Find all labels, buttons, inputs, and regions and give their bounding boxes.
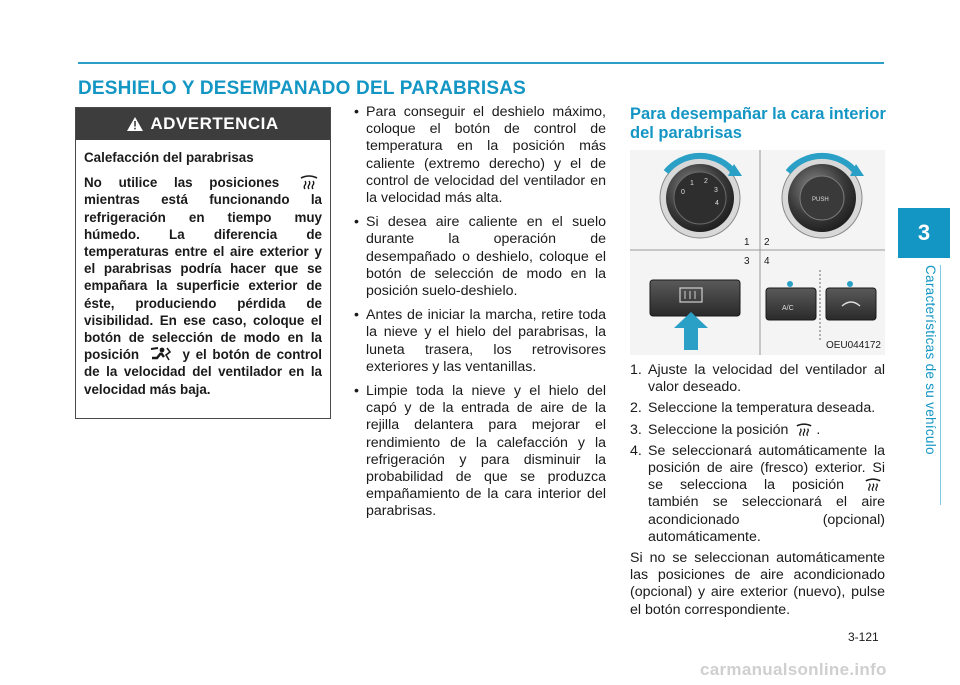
knob-number-2: 2: [704, 178, 708, 185]
push-label: PUSH: [812, 197, 829, 203]
step-text: Se seleccionará automáticamente la posición de aire (fresco) exterior. Si se selecciona la posición: [648, 442, 885, 494]
list-item: [630, 400, 885, 417]
warning-header-label: ADVERTENCIA: [150, 114, 279, 133]
watermark: carmanualsonline.info: [700, 660, 887, 679]
top-rule: [78, 62, 884, 64]
step-text: Ajuste la velocidad del ventilador al valor deseado.: [648, 362, 885, 396]
control-panel-illustration: [630, 150, 885, 355]
defrost-icon: [795, 422, 813, 437]
step-text: Seleccione la posición: [648, 421, 789, 438]
list-item: [630, 443, 885, 546]
list-item: [630, 422, 885, 439]
knob-number-4: 4: [715, 200, 719, 207]
figure-label-4: 4: [764, 256, 770, 267]
closing-paragraph: Si no se seleccionan automáticamente las posiciones de aire acondicionado (opcional) y aire exterior (nuevo), pulse el botón correspondiente.: [630, 550, 885, 618]
list-item: • Si desea aire caliente en el suelo durante la operación de desempañado o deshielo, coloque el botón de selección de modo en la posición suelo-deshielo.: [354, 214, 606, 300]
steps-list: [630, 362, 885, 546]
knob-number-3: 3: [714, 187, 718, 194]
step-number: 3.: [630, 421, 642, 438]
step-text: Seleccione la temperatura deseada.: [648, 400, 876, 417]
step-3-suffix: .: [816, 421, 821, 438]
page-number: 3-121: [848, 630, 879, 644]
warning-triangle-icon: [127, 117, 143, 131]
figure-label-2: 2: [764, 237, 770, 248]
warning-box: [75, 107, 331, 419]
list-item: [630, 362, 885, 396]
figure-label-1: 1: [744, 237, 750, 248]
figure-code: OEU044172: [825, 340, 881, 351]
step-number: 4.: [630, 442, 642, 459]
floor-defrost-icon: [148, 346, 174, 362]
ac-label: A/C: [782, 305, 794, 312]
warning-text-part1: No utilice las posiciones: [84, 175, 280, 191]
step-number: 1.: [630, 362, 642, 378]
chapter-name: Características de su vehículo: [923, 265, 938, 455]
step-text-continued: también se seleccionará el aire acondicionado (opcional) automáticamente.: [648, 494, 885, 545]
warning-text-part2: mientras está funcionando la refrigeración en tiempo muy húmedo. La diferencia de temperaturas entre el aire exterior y el parabrisas podría hacer que se empañara la superficie exterior de éste, produciendo pérdida de visibilidad. En ese caso, coloque el botón de selección de modo en la posición: [84, 192, 322, 363]
steps-column: [630, 362, 885, 619]
side-rule: [940, 265, 941, 505]
bullet-list: [354, 104, 606, 521]
instructions-column: [354, 104, 606, 528]
warning-text: [84, 174, 322, 398]
warning-header: [76, 108, 330, 140]
knob-number-1: 1: [690, 180, 694, 187]
defrost-icon: [299, 174, 319, 190]
list-item: • Limpie toda la nieve y el hielo del capó y de la entrada de aire de la rejilla delantera para mejorar el rendimiento de la calefacción y la refrigeración y para disminuir la probabilidad de que se produzca empañamiento de la cara interior del parabrisas.: [354, 383, 606, 521]
section-title: DESHIELO Y DESEMPANADO DEL PARABRISAS: [78, 78, 526, 99]
chapter-number-tab: [898, 208, 950, 258]
control-panel-figure: [630, 150, 885, 355]
warning-subtitle: Calefacción del parabrisas: [84, 150, 254, 165]
knob-number-0: 0: [681, 189, 685, 196]
list-item: • Para conseguir el deshielo máximo, coloque el botón de control de temperatura en la posición más caliente (extremo derecho) y el de control de velocidad del ventilador en la velocidad más alta.: [354, 104, 606, 207]
subsection-title: Para desempañar la cara interior del parabrisas: [630, 105, 886, 142]
list-item: • Antes de iniciar la marcha, retire toda la nieve y el hielo del parabrisas, la luneta trasera, los retrovisores exteriores y las ventanillas.: [354, 307, 606, 376]
defrost-icon: [864, 477, 882, 492]
figure-label-3: 3: [744, 256, 750, 267]
warning-body: [76, 140, 330, 398]
step-number: 2.: [630, 400, 642, 417]
chapter-number: 3: [917, 220, 931, 245]
warning-text-part3: y el botón de control de la velocidad del ventilador en la velocidad más baja.: [84, 347, 322, 397]
